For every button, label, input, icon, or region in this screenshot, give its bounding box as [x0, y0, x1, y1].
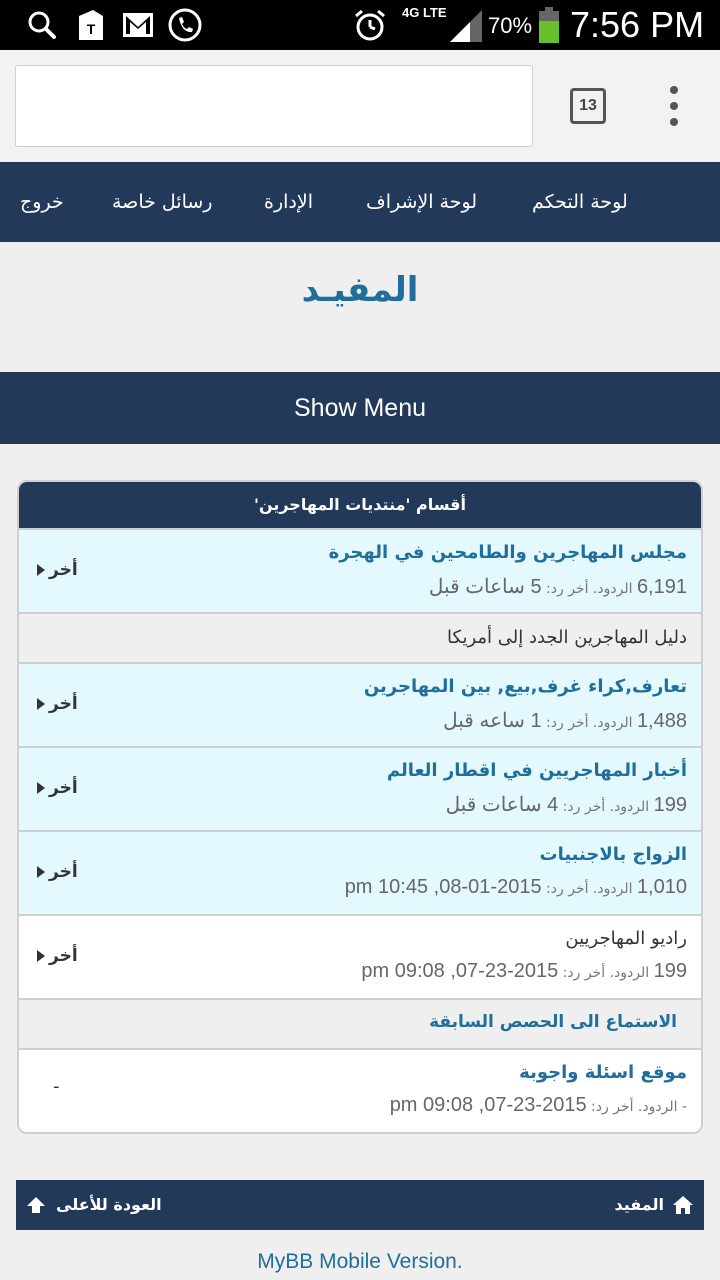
tab-switcher-button[interactable]: 13 — [570, 88, 606, 124]
forum-row — [19, 830, 701, 914]
last-post-link[interactable]: أخر — [37, 778, 78, 798]
nav-user-cp[interactable]: لوحة التحكم — [532, 191, 628, 213]
search-icon — [26, 8, 58, 42]
mybb-mobile-link[interactable]: MyBB Mobile Version. — [257, 1250, 463, 1273]
category-header[interactable]: أقسام 'منتديات المهاجرين' — [19, 482, 701, 528]
last-post-link[interactable]: أخر — [37, 946, 78, 966]
nav-admin-cp[interactable]: الإدارة — [264, 191, 313, 213]
forum-stats: - الردود. أخر رد: 2015-23-07, 09:08 pm — [389, 1094, 687, 1116]
forum-row — [19, 612, 701, 662]
battery-percent: 70% — [488, 13, 533, 38]
forum-title[interactable]: راديو المهاجريين — [565, 928, 687, 949]
forum-stats: 199 الردود. أخر رد: 2015-23-07, 09:08 pm — [361, 960, 687, 982]
forum-title[interactable]: الاستماع الى الحصص السابقة — [429, 1012, 677, 1032]
forum-title[interactable]: موقع اسئلة واجوبة — [519, 1062, 687, 1083]
overflow-menu-icon[interactable] — [664, 86, 684, 126]
forum-category-table — [17, 480, 703, 1134]
nav-logout[interactable]: خروج — [20, 191, 64, 213]
forum-row — [19, 528, 701, 612]
forum-stats: 1,488 الردود. أخر رد: 1 ساعه قبل — [443, 710, 687, 732]
browser-toolbar — [0, 50, 720, 162]
back-to-top-link[interactable]: العودة للأعلى — [26, 1180, 162, 1230]
forum-row — [19, 998, 701, 1048]
nav-private-messages[interactable]: رسائل خاصة — [112, 191, 213, 213]
forum-row — [19, 914, 701, 998]
footer-bar — [16, 1180, 704, 1230]
forum-title[interactable]: أخبار المهاجريين في اقطار العالم — [386, 760, 687, 781]
show-menu-button[interactable]: Show Menu — [0, 372, 720, 444]
forum-row — [19, 746, 701, 830]
arrow-right-icon — [37, 564, 45, 576]
forum-stats: 1,010 الردود. أخر رد: 2015-01-08, 10:45 pm — [344, 876, 687, 898]
network-type: 4G LTE — [402, 5, 447, 20]
url-bar[interactable] — [15, 65, 533, 147]
clock: 7:56 PM — [570, 4, 705, 45]
svg-text:T: T — [86, 21, 96, 37]
forum-row — [19, 662, 701, 746]
arrow-up-icon — [26, 1196, 46, 1214]
signal-icon — [448, 8, 484, 42]
site-title[interactable]: المفيـد — [301, 270, 419, 310]
home-link[interactable]: المفيد — [614, 1180, 694, 1230]
forum-title[interactable]: تعارف,كراء غرف,بيع, بين المهاجرين — [363, 676, 687, 697]
arrow-right-icon — [37, 698, 45, 710]
forum-title[interactable]: مجلس المهاجرين والطامحين في الهجرة — [328, 542, 687, 563]
forum-row — [19, 1048, 701, 1134]
forum-stats: 199 الردود. أخر رد: 4 ساعات قبل — [445, 794, 687, 816]
status-bar — [0, 0, 720, 50]
forum-stats: 6,191 الردود. أخر رد: 5 ساعات قبل — [428, 576, 687, 598]
last-post-link[interactable]: أخر — [37, 694, 78, 714]
nav-mod-cp[interactable]: لوحة الإشراف — [366, 191, 478, 213]
last-post-link[interactable]: أخر — [37, 560, 78, 580]
alarm-icon — [352, 8, 388, 42]
phone-icon — [168, 8, 202, 42]
arrow-right-icon — [37, 782, 45, 794]
last-post-empty: - — [53, 1076, 60, 1097]
tmobile-icon — [74, 8, 108, 42]
home-icon — [672, 1195, 694, 1215]
battery-icon — [536, 8, 562, 42]
forum-title[interactable]: الزواج بالاجنبيات — [539, 844, 687, 865]
forum-title[interactable]: دليل المهاجرين الجدد إلى أمريكا — [447, 627, 687, 648]
gmail-icon — [121, 8, 155, 42]
arrow-right-icon — [37, 950, 45, 962]
top-nav — [0, 162, 720, 242]
last-post-link[interactable]: أخر — [37, 862, 78, 882]
arrow-right-icon — [37, 866, 45, 878]
